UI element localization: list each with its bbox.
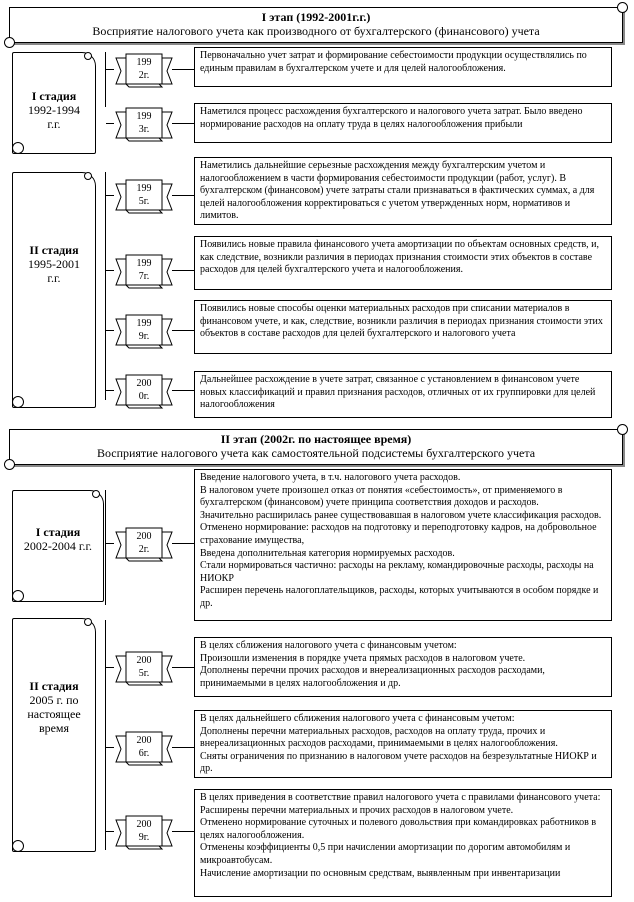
stage-2-box <box>12 172 96 408</box>
year-ribbon <box>114 730 168 764</box>
description-line: Значительно расширилась ранее существовавшая в налоговом учете классификация расходов. <box>200 509 602 521</box>
year-ribbon <box>114 253 168 287</box>
scroll-curl-icon <box>617 2 628 13</box>
description-line: В налоговом учете произошел отказ от понятия «себестоимость», от применяемого в бухгалтерском (финансовом) учете принципа соответствия доходов и расходов. <box>200 484 563 509</box>
year-bottom: 5г. <box>138 196 150 207</box>
connector-line <box>106 831 114 832</box>
description-line: Наметился процесс расхождения бухгалтерского и налогового учета затрат. Было введено нормирование расходов на оплату труда в целях налогообложения прибыли <box>200 106 583 130</box>
description-line: В целях дальнейшего сближения налогового учета с финансовым учетом: <box>200 713 515 724</box>
event-description <box>194 47 612 87</box>
connector-line <box>105 52 106 107</box>
description-line: Введена дополнительная категория нормируемых расходов. <box>200 547 455 559</box>
year-top: 200 <box>136 735 152 746</box>
connector-line <box>106 195 114 196</box>
connector-line <box>106 543 114 544</box>
year-top: 200 <box>136 531 152 542</box>
description-line: Произошли изменения в порядке учета прямых расходов в налоговом учете. <box>200 652 526 664</box>
year-top: 200 <box>136 819 152 830</box>
connector-line <box>172 390 194 391</box>
connector-line <box>105 620 106 850</box>
etap2-subtitle: Восприятие налогового учета как самостоятельной подсистемы бухгалтерского учета <box>96 446 536 460</box>
year-bottom: 2г. <box>138 544 150 555</box>
stage-4-box <box>12 618 96 852</box>
scroll-curl-icon <box>4 459 15 470</box>
event-description <box>194 236 612 290</box>
scroll-curl-icon <box>12 590 24 602</box>
year-top: 200 <box>136 655 152 666</box>
stage-period: 2005 г. по <box>29 693 79 707</box>
stage-name: II стадия <box>29 679 79 693</box>
scroll-curl-icon <box>12 840 24 852</box>
connector-line <box>106 270 114 271</box>
stage-period: 1992-1994 <box>28 103 80 117</box>
connector-line <box>106 390 114 391</box>
description-line: Отменено нормирование: расходов на подготовку и переподготовку кадров, на добровольное страхование имущества, <box>200 522 597 546</box>
description-line: Появились новые правила финансового учета амортизации по объектам основных средств, и, как следствие, возникли различия в периодах признания стоимости этих объектов в составе расходов для целей бухгалтерского учета и налогообложения. <box>200 239 600 276</box>
year-top: 199 <box>136 318 152 329</box>
description-line: Отменены коэффициенты 0,5 при начислении амортизации по дорогим автомобилям и микроавтобусам. <box>200 842 571 866</box>
description-line: Начисление амортизации по основным средствам, выявленным при инвентаризации <box>200 867 561 879</box>
event-description <box>194 469 612 621</box>
year-ribbon <box>114 178 168 212</box>
description-line: Сняты ограничения по признанию в налоговом учете расходов на безрезультатные НИОКР и др. <box>200 750 597 775</box>
connector-line <box>105 490 106 605</box>
year-ribbon <box>114 52 168 86</box>
year-top: 199 <box>136 258 152 269</box>
connector-line <box>172 270 194 271</box>
description-line: В целях сближения налогового учета с финансовым учетом: <box>200 640 457 651</box>
stage-name: I стадия <box>31 89 77 103</box>
etap1-banner <box>9 7 623 43</box>
description-line: Дальнейшее расхождение в учете затрат, связанное с установлением в финансовом учете новых классификаций и правил признания расходов, отличных от их группировки для целей налогообложения <box>200 374 596 411</box>
year-ribbon <box>114 106 168 140</box>
connector-line <box>106 69 114 70</box>
scroll-curl-icon <box>84 618 92 626</box>
scroll-curl-icon <box>92 490 100 498</box>
etap1-subtitle: Восприятие налогового учета как производного от бухгалтерского (финансового) учета <box>92 24 540 38</box>
description-line: Наметились дальнейшие серьезные расхождения между бухгалтерским учетом и налогообложением в части формирования себестоимости продукции (работ, услуг). В бухгалтерском (финансовом) учете затраты стали признаваться в фактических суммах, а для целей налогообложения корректироваться с учетом утвержденных норм, нормативов и лимитов. <box>200 160 595 222</box>
year-bottom: 7г. <box>138 271 150 282</box>
stage-suffix: настоящее <box>27 707 81 721</box>
connector-line <box>172 69 194 70</box>
scroll-curl-icon <box>12 142 24 154</box>
scroll-curl-icon <box>617 424 628 435</box>
year-top: 199 <box>136 183 152 194</box>
year-top: 199 <box>136 57 152 68</box>
event-description <box>194 103 612 143</box>
description-line: Первоначально учет затрат и формирование себестоимости продукции осуществлялись по единым правилам в бухгалтерском учете и для целей налогообложения. <box>200 50 587 74</box>
etap2-banner <box>9 429 623 465</box>
stage-1-box <box>12 52 96 154</box>
scroll-curl-icon <box>4 37 15 48</box>
description-line: Отменено нормирование суточных и полевого довольствия при командировках работников в целях налогообложения. <box>200 817 597 841</box>
connector-line <box>172 667 194 668</box>
description-line: Расширены перечни материальных и прочих расходов в налоговом учете. <box>200 804 514 816</box>
connector-line <box>172 330 194 331</box>
stage-period: 2002-2004 г.г. <box>23 539 93 553</box>
year-bottom: 9г. <box>138 331 150 342</box>
description-line: Дополнены перечни материальных расходов, расходов на оплату труда, прочих и внереализационных расходов расходами, принимаемыми в целях налогообложения. <box>200 725 558 750</box>
stage-period: 1995-2001 <box>28 257 80 271</box>
stage-suffix-2: время <box>38 721 70 735</box>
year-ribbon <box>114 814 168 848</box>
description-line: Появились новые способы оценки материальных расходов при списании материалов в финансовом учете, и как, следствие, возникли различия в периодах признания стоимости этих объектов в составе расходов для целей бухгалтерского и налогового учета <box>200 303 603 340</box>
year-ribbon <box>114 373 168 407</box>
description-line: Введение налогового учета, в т.ч. налогового учета расходов. <box>200 472 461 483</box>
year-top: 200 <box>136 378 152 389</box>
description-line: Стали нормироваться частично: расходы на рекламу, командировочные расходы, расходы на НИОКР <box>200 560 594 584</box>
connector-line <box>172 747 194 748</box>
etap1-title: I этап (1992-2001г.г.) <box>261 10 371 24</box>
connector-line <box>106 747 114 748</box>
connector-line <box>172 123 194 124</box>
scroll-curl-icon <box>12 396 24 408</box>
connector-line <box>106 330 114 331</box>
connector-line <box>106 667 114 668</box>
connector-line <box>172 195 194 196</box>
year-bottom: 2г. <box>138 70 150 81</box>
connector-line <box>105 172 106 400</box>
connector-line <box>172 543 194 544</box>
connector-line <box>172 831 194 832</box>
event-description <box>194 300 612 354</box>
year-bottom: 3г. <box>138 124 150 135</box>
year-top: 199 <box>136 111 152 122</box>
stage-name: II стадия <box>29 243 79 257</box>
year-ribbon <box>114 526 168 560</box>
stage-suffix: г.г. <box>47 271 61 285</box>
year-ribbon <box>114 650 168 684</box>
year-bottom: 6г. <box>138 748 150 759</box>
scroll-curl-icon <box>84 172 92 180</box>
scroll-curl-icon <box>84 52 92 60</box>
event-description <box>194 789 612 897</box>
event-description <box>194 637 612 697</box>
stage-suffix: г.г. <box>47 117 61 131</box>
year-ribbon <box>114 313 168 347</box>
description-line: В целях приведения в соответствие правил налогового учета с правилами финансового учета: <box>200 792 601 803</box>
year-bottom: 9г. <box>138 832 150 843</box>
event-description <box>194 371 612 418</box>
description-line: Расширен перечень налогоплательщиков, расходы, которых учитываются в особом порядке и др. <box>200 585 599 609</box>
year-bottom: 0г. <box>138 391 150 402</box>
event-description <box>194 157 612 225</box>
event-description <box>194 710 612 778</box>
etap2-title: II этап (2002г. по настоящее время) <box>220 432 412 446</box>
stage-name: I стадия <box>35 525 81 539</box>
description-line: Дополнены перечни прочих расходов и внереализационных расходов расходами, принимаемыми в целях налогообложения и др. <box>200 665 545 689</box>
year-bottom: 5г. <box>138 668 150 679</box>
connector-line <box>106 123 114 124</box>
stage-3-box <box>12 490 104 602</box>
